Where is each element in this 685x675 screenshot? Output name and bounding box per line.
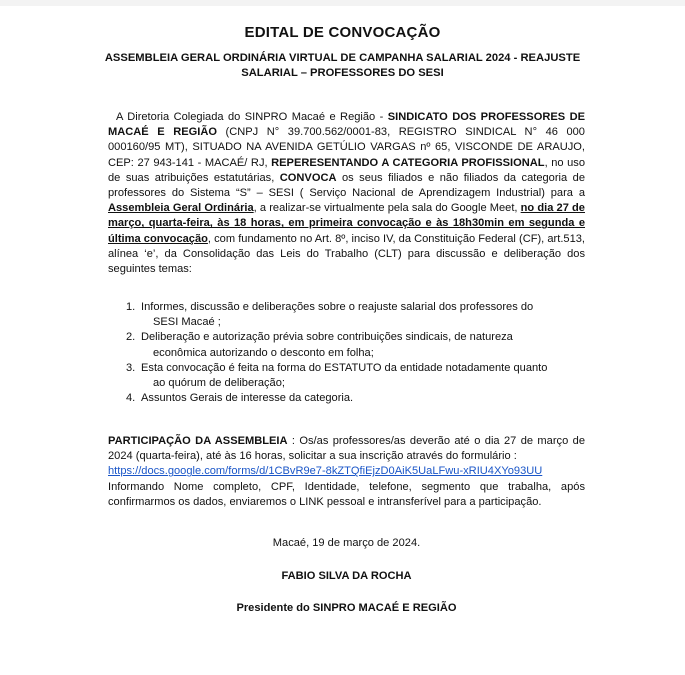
document-title: EDITAL DE CONVOCAÇÃO xyxy=(244,24,441,41)
item-number: 1. xyxy=(126,301,136,313)
item-number: 4. xyxy=(126,392,136,405)
item-number: 2. xyxy=(126,331,136,344)
signer-name: FABIO SILVA DA ROCHA xyxy=(281,570,412,582)
subtitle-line-2: SALARIAL – PROFESSORES DO SESI xyxy=(241,67,444,79)
list-item xyxy=(108,391,585,406)
participation-text-1: : Os/as professores/as deverão até o dia 27 de março de 2024 (quarta-feira), até às 16 horas, solicitar a sua inscrição através do formulário : xyxy=(108,435,585,463)
participation-paragraph xyxy=(108,434,585,510)
item-text: Assuntos Gerais de interesse da categoria. xyxy=(141,392,354,405)
participation-text-2: Informando Nome completo, CPF, Identidade, telefone, segmento que trabalha, após confirmarmos os dados, enviaremos o LINK pessoal e intransferível para a participação. xyxy=(108,480,585,508)
intro-paragraph xyxy=(108,110,585,277)
representing-category: REPERESENTANDO A CATEGORIA PROFISSIONAL xyxy=(271,156,545,169)
item-text: Informes, discussão e deliberações sobre o reajuste salarial dos professores do xyxy=(141,301,534,313)
date-line: Macaé, 19 de março de 2024. xyxy=(272,537,421,549)
intro-text-6: , com fundamento no Art. 8º, inciso IV, da Constituição Federal (CF), art.513, alínea ‘e’, da Consolidação das Leis do Trabalho (CLT) para discussão e deliberação dos seguintes temas: xyxy=(108,232,585,276)
item-text-cont: SESI Macaé ; xyxy=(153,316,221,329)
item-text-cont: ao quórum de deliberação; xyxy=(153,377,285,390)
agenda-list xyxy=(108,300,585,406)
subtitle-line-1: ASSEMBLEIA GERAL ORDINÁRIA VIRTUAL DE CAMPANHA SALARIAL 2024 - REAJUSTE xyxy=(104,52,581,64)
document-page xyxy=(0,18,685,81)
participation-label: PARTICIPAÇÃO DA ASSEMBLEIA xyxy=(108,435,288,447)
list-item xyxy=(108,330,585,360)
document-subtitle xyxy=(83,51,603,81)
convoca-word: CONVOCA xyxy=(279,171,337,184)
signer-title: Presidente do SINPRO MACAÉ E REGIÃO xyxy=(236,602,457,614)
intro-text-5: , a realizar-se virtualmente pela sala do Google Meet, xyxy=(253,202,521,215)
item-text: Esta convocação é feita na forma do ESTATUTO da entidade notadamente quanto xyxy=(141,361,548,374)
intro-text-3: , no uso de suas atribuições estatutárias, xyxy=(108,156,585,184)
item-text: Deliberação e autorização prévia sobre contribuições sindicais, de natureza xyxy=(141,331,513,344)
intro-text-2: (CNPJ N° 39.700.562/0001-83, REGISTRO SINDICAL N° 46 000 000160/95 MT), SITUADO NA AVENIDA GETÚLIO VARGAS nº 65, VISCONDE DE ARAUJO, CEP: 27 943-141 - MACAÉ/ RJ, xyxy=(108,126,585,169)
union-name: SINDICATO DOS PROFESSORES DE MACAÉ E REGIÃO xyxy=(108,111,585,139)
form-link[interactable]: https://docs.google.com/forms/d/1CBvR9e7-8kZTQfiEjzD0AiK5UaLFwu-xRIU4XYo93UU xyxy=(108,465,543,478)
list-item xyxy=(108,361,585,391)
item-text-cont: econômica autorizando o desconto em folha; xyxy=(153,346,374,359)
item-number: 3. xyxy=(126,361,136,374)
list-item xyxy=(108,300,585,330)
assembly-name: Assembleia Geral Ordinária xyxy=(108,202,254,215)
intro-text-4: os seus filiados e não filiados da categoria de professores do Sistema “S” – SESI ( Serviço Nacional de Aprendizagem Industrial) para a xyxy=(108,171,585,200)
top-strip xyxy=(0,0,685,6)
meeting-datetime: no dia 27 de março, quarta-feira, às 18 horas, em primeira convocação e às 18h30min em segunda e última convocação xyxy=(108,202,585,245)
intro-text-1: A Diretoria Colegiada do SINPRO Macaé e Região - xyxy=(116,111,388,123)
